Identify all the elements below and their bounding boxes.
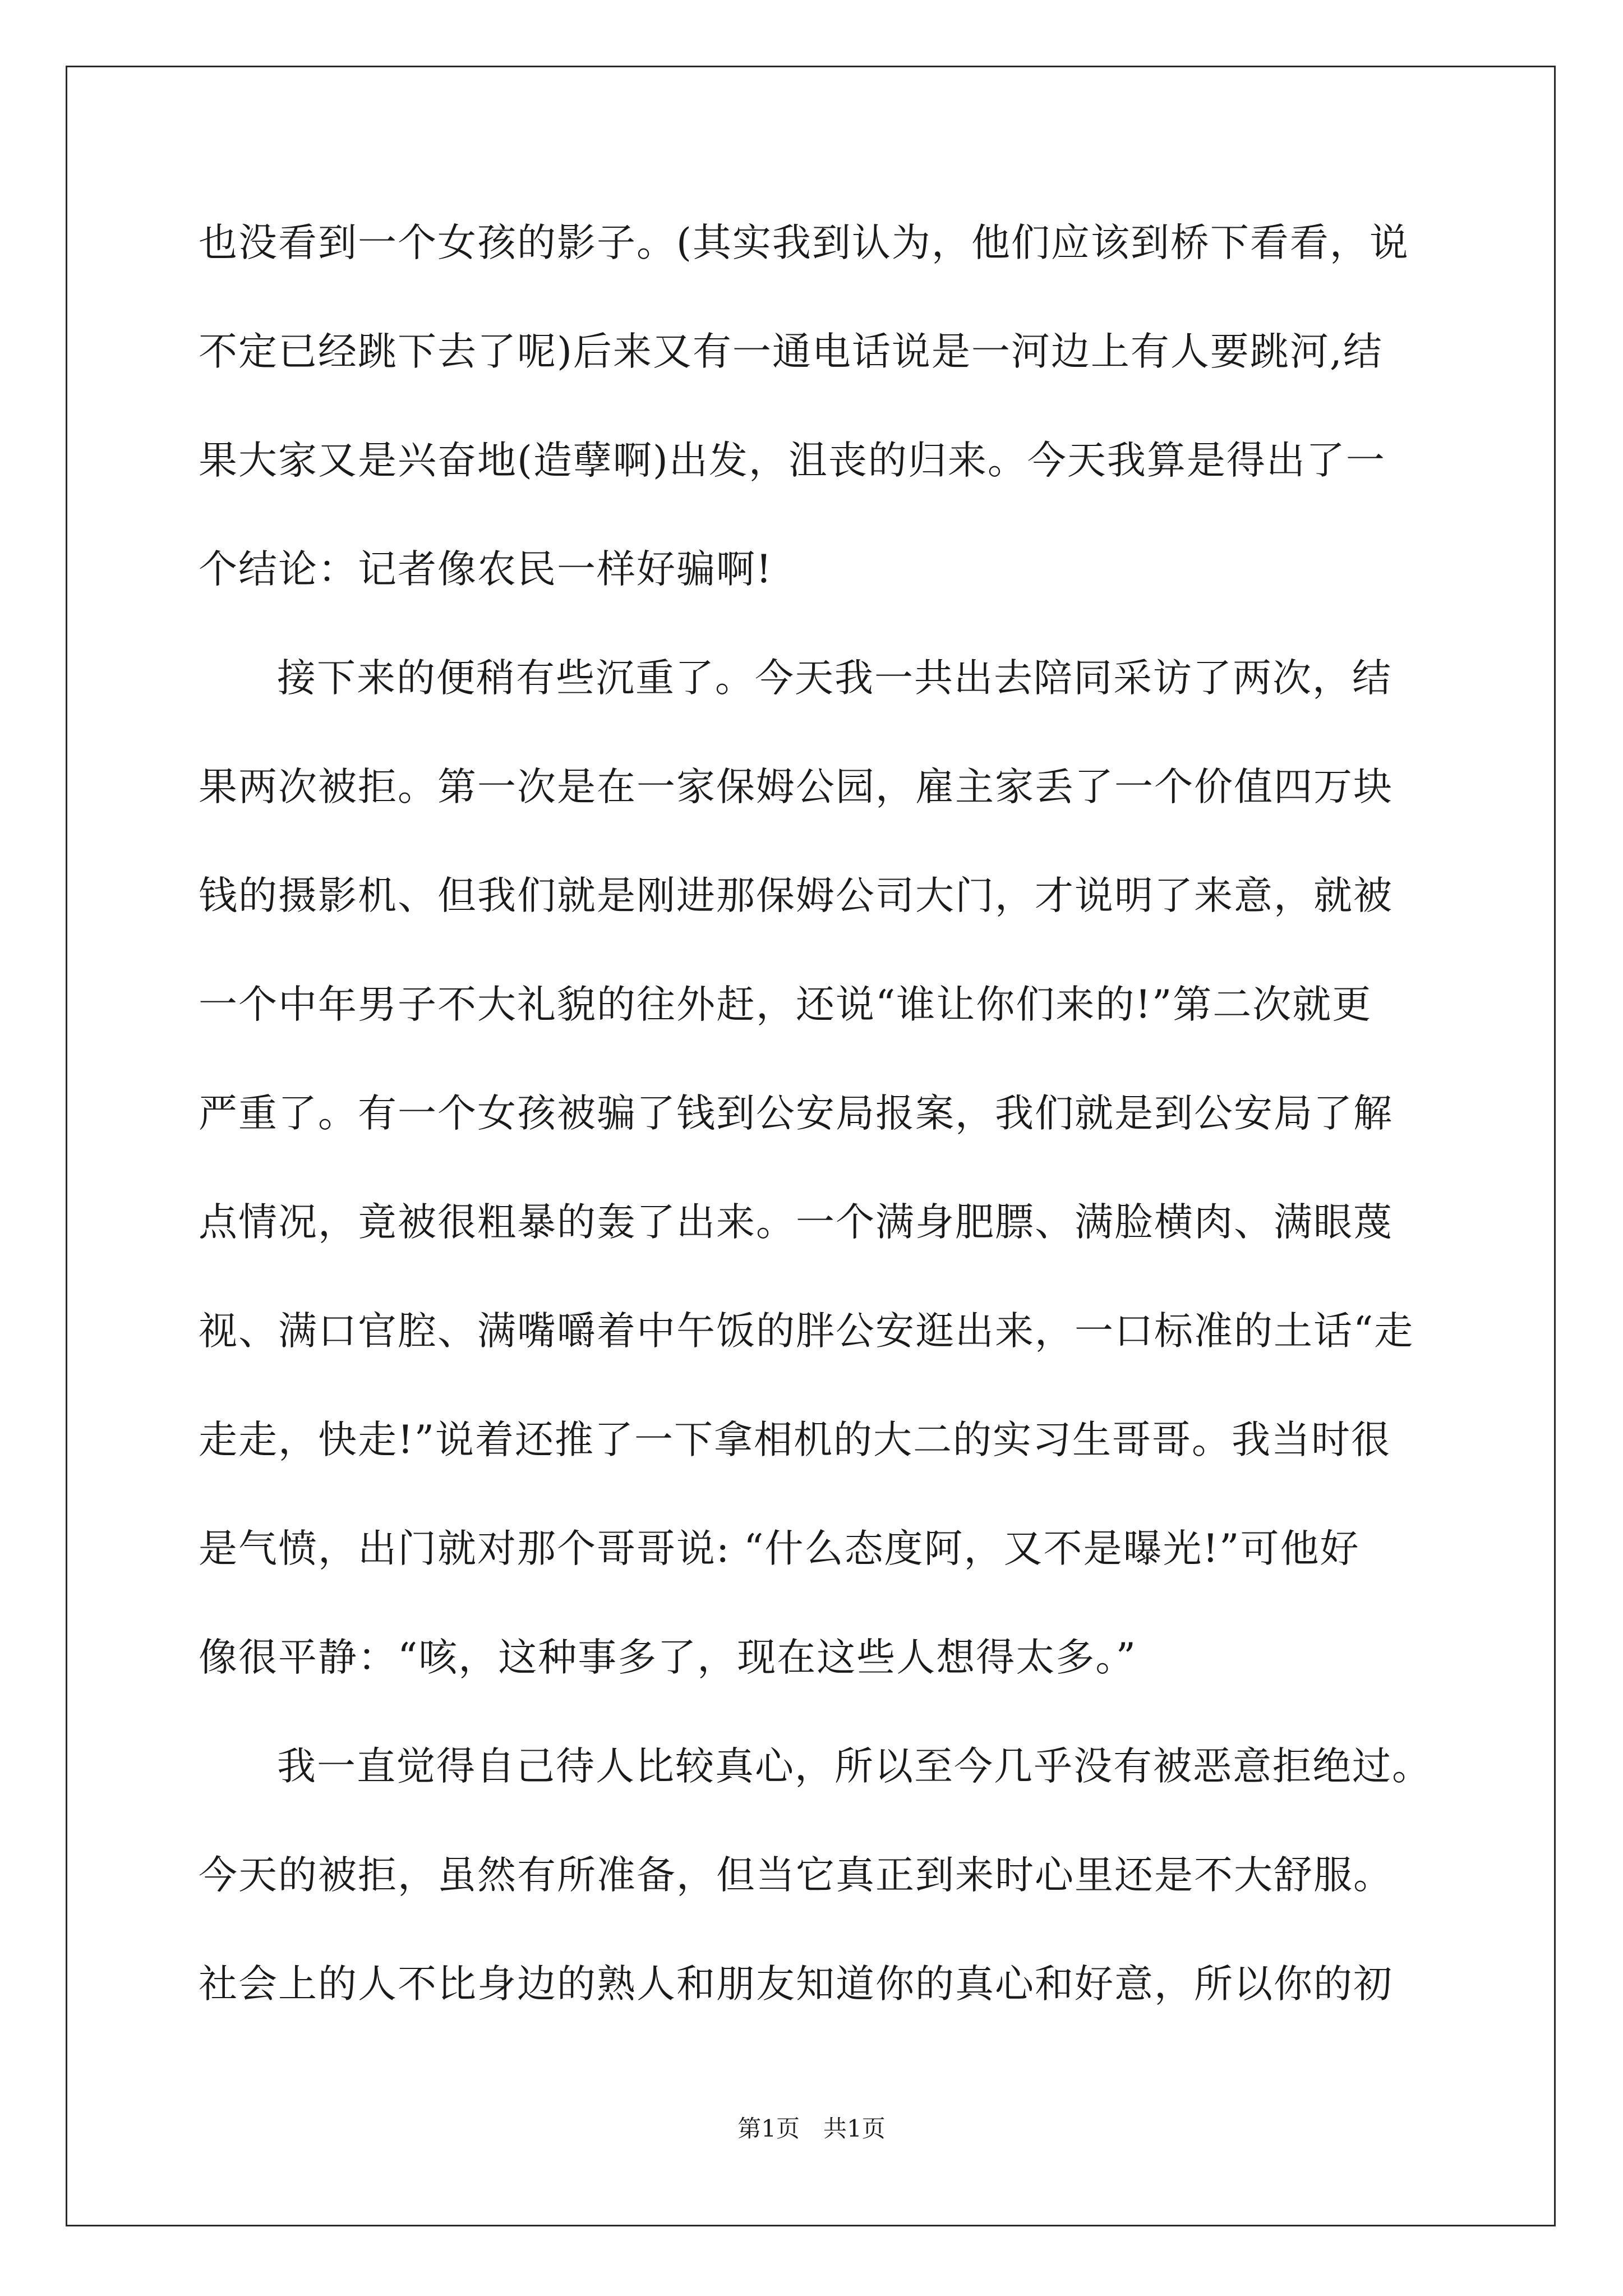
text-line: 钱的摄影机、但我们就是刚进那保姆公司大门，才说明了来意，就被: [199, 873, 1393, 918]
text-line: 一个中年男子不大礼貌的往外赶，还说“谁让你们来的!”第二次就更: [199, 982, 1372, 1027]
text-line: 是气愤，出门就对那个哥哥说: “什么态度阿，又不是曝光!”可他好: [199, 1526, 1360, 1571]
page-number-footer: 第1页 共1页: [737, 2115, 886, 2142]
text-line: 点情况，竟被很粗暴的轰了出来。一个满身肥膘、满脸横肉、满眼蔑: [199, 1200, 1393, 1245]
text-line: 果两次被拒。第一次是在一家保姆公园，雇主家丢了一个价值四万块: [199, 765, 1393, 809]
text-line: 不定已经跳下去了呢)后来又有一通电话说是一河边上有人要跳河,结: [199, 329, 1383, 374]
text-line: 果大家又是兴奋地(造孽啊)出发，沮丧的归来。今天我算是得出了一: [199, 438, 1386, 483]
text-line: 严重了。有一个女孩被骗了钱到公安局报案，我们就是到公安局了解: [199, 1091, 1393, 1136]
text-line: 走走，快走!”说着还推了一下拿相机的大二的实习生哥哥。我当时很: [199, 1418, 1391, 1462]
text-line: 也没看到一个女孩的影子。(其实我到认为，他们应该到桥下看看，说: [199, 220, 1409, 265]
document-body: [199, 212, 1432, 2062]
text-line: 视、满口官腔、满嘴嚼着中午饭的胖公安逛出来，一口标准的土话“走: [199, 1309, 1414, 1354]
text-line: 像很平静：“咳，这种事多了，现在这些人想得太多。”: [199, 1635, 1137, 1680]
paragraph-start-line: 我一直觉得自己待人比较真心，所以至今几乎没有被恶意拒绝过。: [277, 1744, 1432, 1789]
text-line: 今天的被拒，虽然有所准备，但当它真正到来时心里还是不大舒服。: [199, 1853, 1393, 1898]
paragraph-start-line: 接下来的便稍有些沉重了。今天我一共出去陪同采访了两次，结: [277, 656, 1392, 701]
text-line: 社会上的人不比身边的熟人和朋友知道你的真心和好意，所以你的初: [199, 1962, 1393, 2007]
text-line: 个结论：记者像农民一样好骗啊!: [199, 547, 773, 592]
